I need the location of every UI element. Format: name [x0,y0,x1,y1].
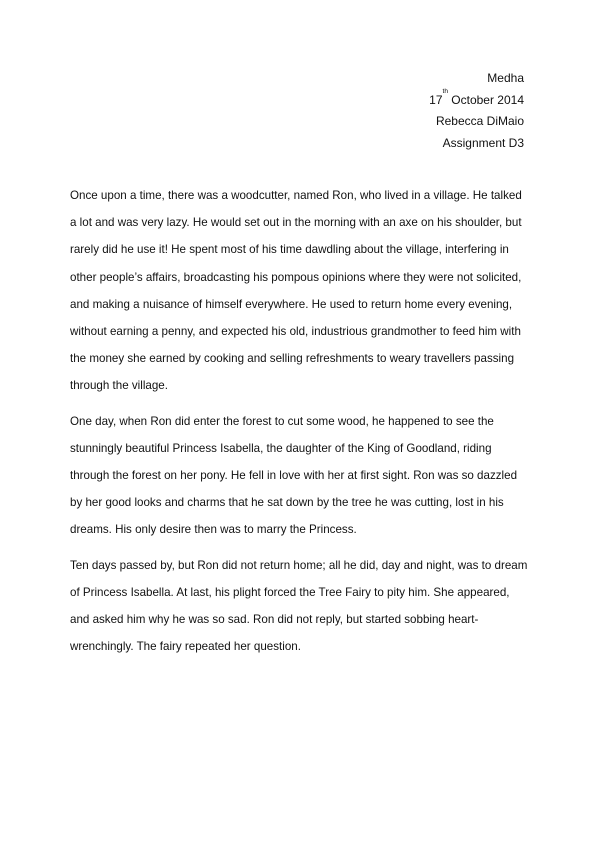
date-day: 17 [429,92,443,107]
author-name: Medha [487,71,524,85]
paragraph: Once upon a time, there was a woodcutter, named Ron, who lived in a village. He talked a lot and was very lazy. He would set out in the morning with an axe on his shoulder, but rarely did he use it! He spent most of his time dawdling about the village, interfering in other people’s affairs, broadcasting his pompous opinions where they were not solicited, and making a nuisance of himself everywhere. He used to return home every evening, without earning a penny, and expected his old, industrious grandmother to feed him with the money she earned by cooking and selling refreshments to weary travellers passing through the village. [70,189,522,393]
story-body [70,182,528,660]
teacher-name: Rebecca DiMaio [435,114,524,128]
date-suffix: th [442,87,448,95]
paragraph: Ten days passed by, but Ron did not return home; all he did, day and night, was to dream of Princess Isabella. At last, his plight forced the Tree Fairy to pity him. She appeared, and asked him why he was so sad. Ron did not reply, but started sobbing heart-wrenchingly. The fairy repeated her question. [70,558,528,654]
assignment-label: Assignment D3 [442,135,524,150]
paragraph: One day, when Ron did enter the forest to cut some wood, he happened to see the stunningly beautiful Princess Isabella, the daughter of the King of Goodland, riding through the forest on her pony. He fell in love with her at first sight. Ron was so dazzled by her good looks and charms that he sat down by the tree he was cutting, lost in his dreams. His only desire then was to marry the Princess. [70,414,518,537]
document-header [429,68,524,154]
document-date [429,87,524,112]
date-month-year: October 2014 [447,92,524,107]
